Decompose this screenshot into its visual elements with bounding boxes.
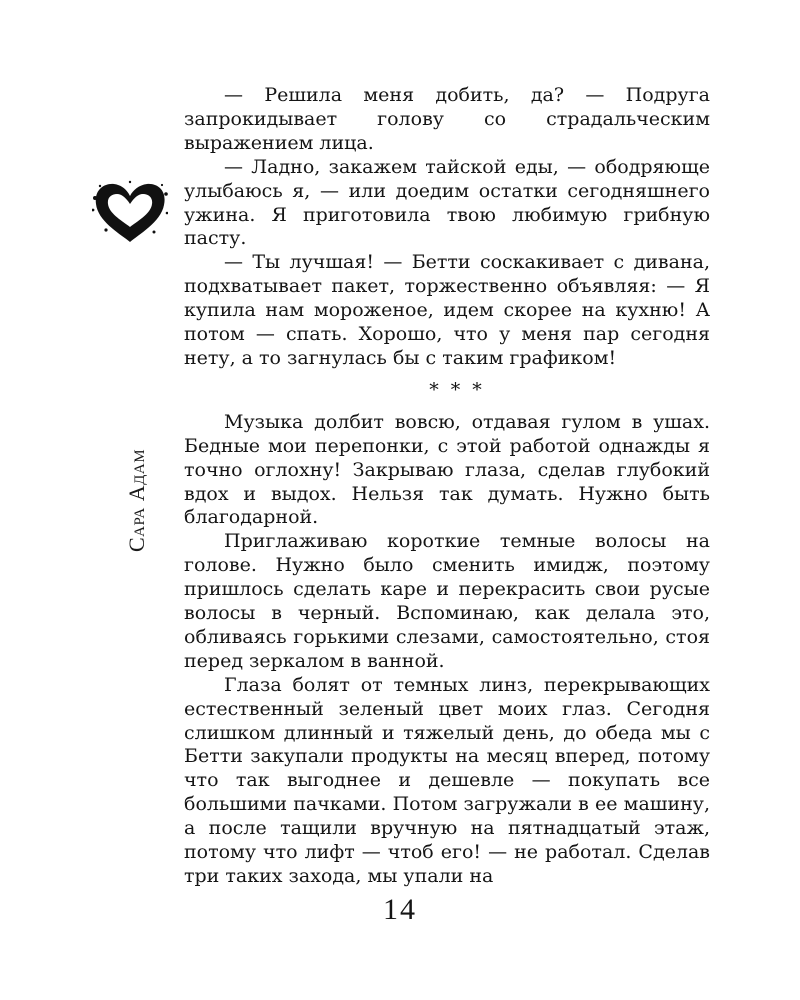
heart-icon xyxy=(92,180,168,246)
author-name: Сара Адам xyxy=(124,448,149,552)
scene-separator: * * * xyxy=(429,378,485,401)
paragraph: — Ты лучшая! — Бетти соскакивает с дивана, подхватывает пакет, торжественно объявляя: — Я купила нам мороженое, идем скорее на кухню! А потом — спать. Хорошо, что у меня пар сегодня нету, а то загнулась бы с таким графиком! xyxy=(184,251,710,369)
paragraph: Музыка долбит вовсю, отдавая гулом в ушах. Бедные мои перепонки, с этой работой однажды я точно оглохну! Закрываю глаза, сделав глубокий вдох и выдох. Нельзя так думать. Нужно быть благодарной. xyxy=(184,410,710,529)
paragraph: — Ладно, закажем тайской еды, — ободряюще улыбаюсь я, — или доедим остатки сегодняшнего ужина. Я приготовила твою любимую грибную пасту. xyxy=(184,155,710,250)
paragraph: — Решила меня добить, да? — Подруга запрокидывает голову со страдальческим выражением лица. xyxy=(184,84,710,154)
page-number: 14 xyxy=(383,893,417,926)
paragraph: Приглаживаю короткие темные волосы на голове. Нужно было сменить имидж, поэтому пришлось сделать каре и перекрасить свои русые волосы в черный. Вспоминаю, как делала это, обливаясь горькими слезами, самостоятельно, стоя перед зеркалом в ванной. xyxy=(184,530,710,672)
page-text xyxy=(184,84,710,889)
running-header xyxy=(84,180,174,552)
paragraph: Глаза болят от темных линз, перекрывающих естественный зеленый цвет моих глаз. Сегодня слишком длинный и тяжелый день, до обеда мы с Бетти закупали продукты на месяц вперед, потому что так выгоднее и дешевле — покупать все большими пачками. Потом загружали в ее машину, а после тащили вручную на пятнадцатый этаж, потому что лифт — чтоб его! — не работал. Сделав три таких захода, мы упали на xyxy=(184,673,710,887)
